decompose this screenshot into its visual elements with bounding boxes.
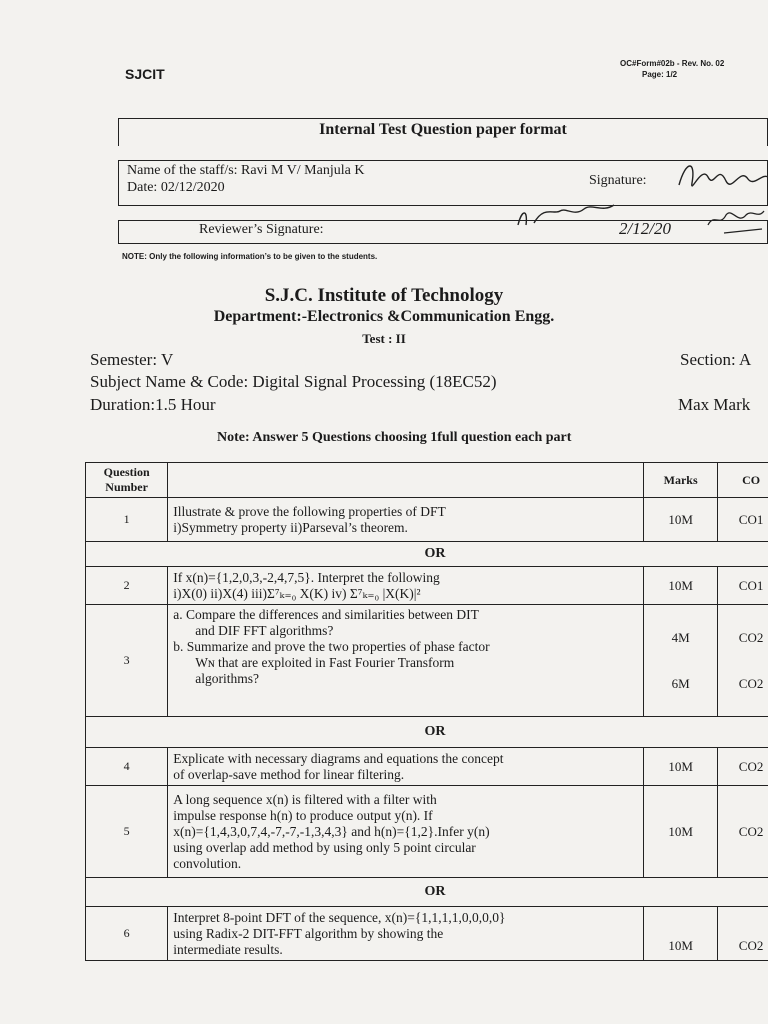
co-a: CO2 <box>738 629 764 645</box>
question-line: a. Compare the differences and similarities between DIT <box>173 607 479 622</box>
or-label: OR <box>86 717 768 748</box>
question-line: algorithms? <box>195 671 259 686</box>
co-cell: CO1 <box>718 498 768 542</box>
table-header-row <box>86 463 768 498</box>
question-number: 6 <box>86 907 168 961</box>
format-title-box <box>118 118 768 146</box>
marks-cell: 10M <box>644 907 718 961</box>
co-cell: CO2 <box>718 786 768 878</box>
question-text <box>168 605 644 717</box>
question-text <box>168 567 644 605</box>
reviewer-initials <box>704 203 766 237</box>
table-row <box>86 748 768 786</box>
form-code-text: OC#Form#02b - Rev. No. 02 <box>620 59 725 68</box>
subject: Subject Name & Code: Digital Signal Processing (18EC52) <box>90 372 497 391</box>
question-line: i)X(0) ii)X(4) iii)Σ⁷ₖ₌₀ X(K) iv) Σ⁷ₖ₌₀ |X(K)|² <box>173 585 421 601</box>
semester: Semester: V <box>90 350 174 369</box>
question-line: intermediate results. <box>173 941 283 957</box>
header-marks: Marks <box>644 463 718 498</box>
or-row <box>86 542 768 567</box>
answer-instructions: Note: Answer 5 Questions choosing 1full question each part <box>217 430 572 445</box>
department-name: Department:-Electronics &Communication Engg. <box>213 308 555 325</box>
table-row <box>86 907 768 961</box>
question-line: Wɴ that are exploited in Fast Fourier Transform <box>195 655 455 670</box>
staff-info <box>127 162 364 196</box>
question-line: Explicate with necessary diagrams and equations the concept <box>173 750 504 766</box>
marks-cell <box>644 605 718 717</box>
marks-cell: 10M <box>644 498 718 542</box>
question-table <box>85 462 768 961</box>
reviewer-box <box>118 220 768 244</box>
question-line: impulse response h(n) to produce output y(n). If <box>173 807 433 823</box>
header-question-number: Question Number <box>86 463 168 498</box>
header-question-text <box>168 463 644 498</box>
co-cell: CO1 <box>718 567 768 605</box>
question-text <box>168 786 644 878</box>
table-row <box>86 786 768 878</box>
question-number: 1 <box>86 498 168 542</box>
co-cell <box>718 605 768 717</box>
institute-name: S.J.C. Institute of Technology <box>264 285 504 306</box>
question-line: Interpret 8-point DFT of the sequence, x(n)={1,1,1,1,0,0,0,0} <box>173 909 506 925</box>
duration: Duration:1.5 Hour <box>90 395 216 414</box>
test-number: Test : II <box>362 331 406 346</box>
students-note: NOTE: Only the following information’s to be given to the students. <box>122 252 378 261</box>
table-row <box>86 567 768 605</box>
marks-cell: 10M <box>644 567 718 605</box>
question-line: of overlap-save method for linear filtering. <box>173 766 405 782</box>
question-text <box>168 498 644 542</box>
question-number: 5 <box>86 786 168 878</box>
marks-cell: 10M <box>644 748 718 786</box>
or-row <box>86 717 768 748</box>
staff-signature <box>674 155 768 201</box>
question-line: b. Summarize and prove the two properties of phase factor <box>173 639 490 654</box>
table-row <box>86 498 768 542</box>
question-line: x(n)={1,4,3,0,7,4,-7,-7,-1,3,4,3} and h(n)={1,2}.Infer y(n) <box>173 823 490 839</box>
question-number: 4 <box>86 748 168 786</box>
marks-a: 4M <box>671 629 690 645</box>
question-line: using overlap add method by using only 5 point circular <box>173 839 476 855</box>
question-text <box>168 748 644 786</box>
question-line: i)Symmetry property ii)Parseval’s theorem. <box>173 519 408 535</box>
format-title: Internal Test Question paper format <box>319 121 567 138</box>
header-co: CO <box>718 463 768 498</box>
reviewer-label: Reviewer’s Signature: <box>199 222 324 237</box>
question-line: convolution. <box>173 855 242 871</box>
question-number: 3 <box>86 605 168 717</box>
section: Section: A <box>680 350 752 369</box>
staff-names: Name of the staff/s: Ravi M V/ Manjula K <box>127 163 365 178</box>
org-code: SJCIT <box>125 66 165 82</box>
question-line: and DIF FFT algorithms? <box>195 623 334 638</box>
question-line: using Radix-2 DIT-FFT algorithm by showing the <box>173 925 444 941</box>
reviewer-date: 2/12/20 <box>619 219 671 238</box>
table-row <box>86 605 768 717</box>
staff-box <box>118 160 768 206</box>
reviewer-signature <box>514 195 624 235</box>
question-line: If x(n)={1,2,0,3,-2,4,7,5}. Interpret the following <box>173 569 440 585</box>
signature-label: Signature: <box>589 173 647 188</box>
or-row <box>86 878 768 907</box>
marks-cell: 10M <box>644 786 718 878</box>
co-cell: CO2 <box>718 907 768 961</box>
co-cell: CO2 <box>718 748 768 786</box>
form-code <box>620 58 724 80</box>
page-number: Page: 1/2 <box>642 70 678 79</box>
max-marks: Max Mark <box>678 395 751 414</box>
question-number: 2 <box>86 567 168 605</box>
co-b: CO2 <box>738 675 764 691</box>
question-line: A long sequence x(n) is filtered with a filter with <box>173 791 437 807</box>
or-label: OR <box>86 542 768 567</box>
question-text <box>168 907 644 961</box>
marks-b: 6M <box>671 675 690 691</box>
question-line: Illustrate & prove the following properties of DFT <box>173 503 446 519</box>
or-label: OR <box>86 878 768 907</box>
date-line: Date: 02/12/2020 <box>127 180 225 195</box>
